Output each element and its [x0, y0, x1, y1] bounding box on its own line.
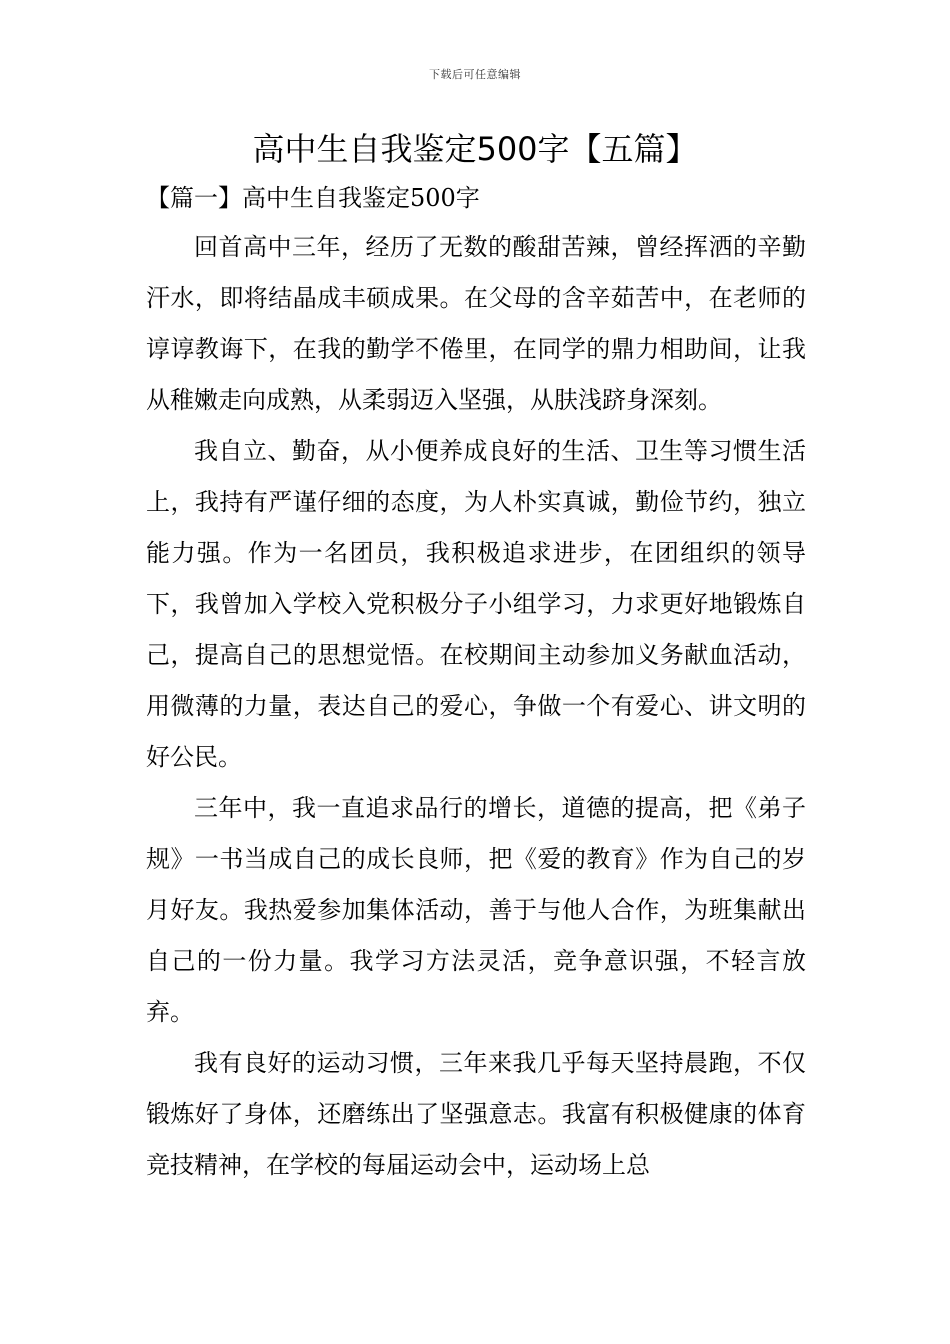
paragraph: 我自立、勤奋，从小便养成良好的生活、卫生等习惯生活上，我持有严谨仔细的态度，为人朴实真诚，勤俭节约，独立能力强。作为一名团员，我积极追求进步，在团组织的领导下，我曾加入学校入党积极分子小组学习，力求更好地锻炼自己，提高自己的思想觉悟。在校期间主动参加义务献血活动，用微薄的力量，表达自己的爱心，争做一个有爱心、讲文明的好公民。 [146, 437, 806, 771]
document-title: 高中生自我鉴定500字【五篇】 [252, 130, 698, 168]
paragraph: 我有良好的运动习惯，三年来我几乎每天坚持晨跑，不仅锻炼好了身体，还磨练出了坚强意志。我富有积极健康的体育竞技精神，在学校的每届运动会中，运动场上总 [146, 1049, 806, 1179]
header-note: 下载后可任意编辑 [429, 68, 521, 81]
body-text [146, 222, 806, 1191]
paragraph: 回首高中三年，经历了无数的酸甜苦辣，曾经挥洒的辛勤汗水，即将结晶成丰硕成果。在父母的含辛茹苦中，在老师的谆谆教诲下，在我的勤学不倦里，在同学的鼎力相助间，让我从稚嫩走向成熟，从柔弱迈入坚强，从肤浅跻身深刻。 [146, 233, 806, 414]
paragraph: 三年中，我一直追求品行的增长，道德的提高，把《弟子规》一书当成自己的成长良师，把《爱的教育》作为自己的岁月好友。我热爱参加集体活动，善于与他人合作，为班集献出自己的一份力量。我学习方法灵活，竞争意识强，不轻言放弃。 [146, 794, 806, 1026]
section-heading: 【篇一】高中生自我鉴定500字 [146, 184, 480, 212]
